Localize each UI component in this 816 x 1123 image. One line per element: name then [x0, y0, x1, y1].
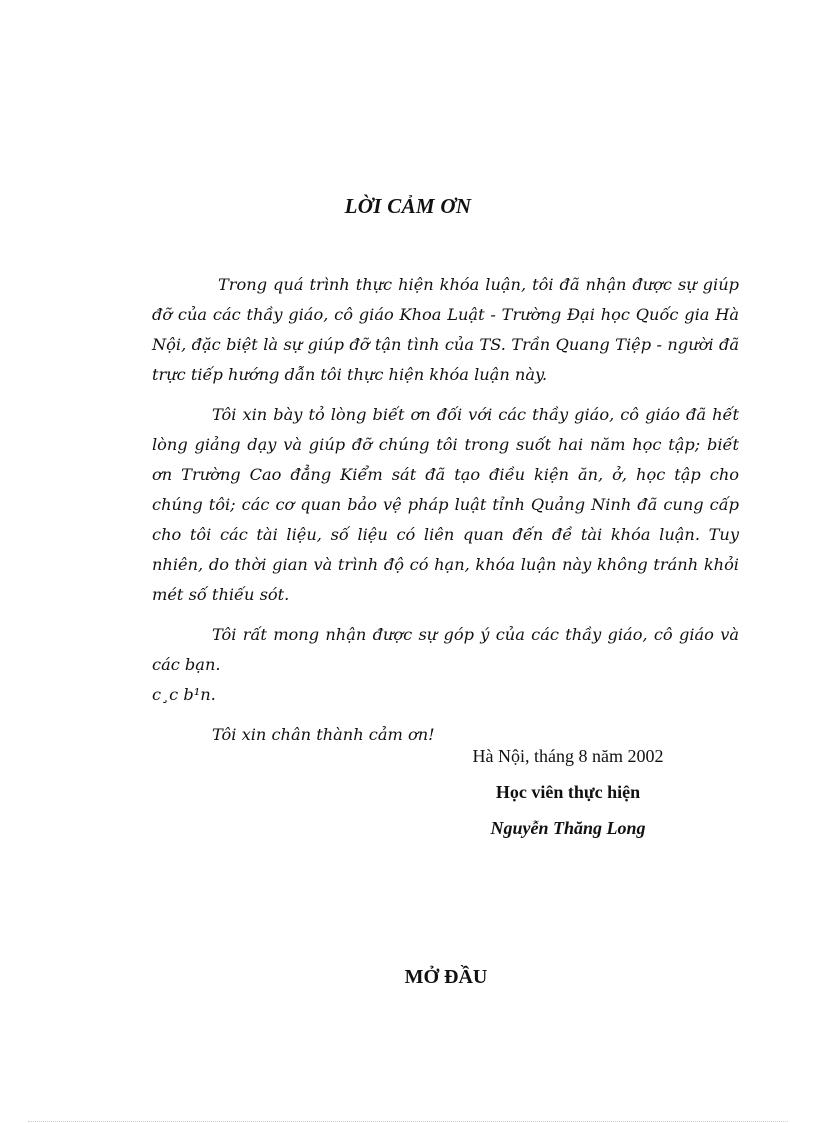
- page-bottom-divider: [28, 1121, 788, 1122]
- signer-role: Học viên thực hiện: [495, 782, 641, 802]
- section-heading: MỞ ĐẦU: [404, 966, 488, 988]
- signature-block: [420, 738, 716, 846]
- place-date: Hà Nội, tháng 8 năm 2002: [472, 746, 664, 766]
- acknowledgement-body: [152, 270, 739, 760]
- paragraph-3: Tôi rất mong nhận được sự góp ý của các thầy giáo, cô giáo và các bạn.: [152, 625, 739, 674]
- garbled-text-line: c¸c b¹n.: [152, 685, 216, 704]
- paragraph-1: Trong quá trình thực hiện khóa luận, tôi đã nhận được sự giúp đỡ của các thầy giáo, cô giáo Khoa Luật - Trường Đại học Quốc gia Hà Nội, đặc biệt là sự giúp đỡ tận tình của TS. Trần Quang Tiệp - người đã trực tiếp hướng dẫn tôi thực hiện khóa luận này.: [152, 275, 739, 384]
- paragraph-2: Tôi xin bày tỏ lòng biết ơn đối với các thầy giáo, cô giáo đã hết lòng giảng dạy và giúp đỡ chúng tôi trong suốt hai năm học tập; biết ơn Trường Cao đẳng Kiểm sát đã tạo điều kiện ăn, ở, học tập cho chúng tôi; các cơ quan bảo vệ pháp luật tỉnh Quảng Ninh đã cung cấp cho tôi các tài liệu, số liệu có liên quan đến đề tài khóa luận. Tuy nhiên, do thời gian và trình độ có hạn, khóa luận này không tránh khỏi mét số thiếu sót.: [152, 405, 739, 604]
- closing-thanks: Tôi xin chân thành cảm ơn!: [212, 725, 435, 744]
- signer-name: Nguyễn Thăng Long: [490, 818, 646, 838]
- acknowledgement-title: LỜI CẢM ƠN: [344, 194, 472, 218]
